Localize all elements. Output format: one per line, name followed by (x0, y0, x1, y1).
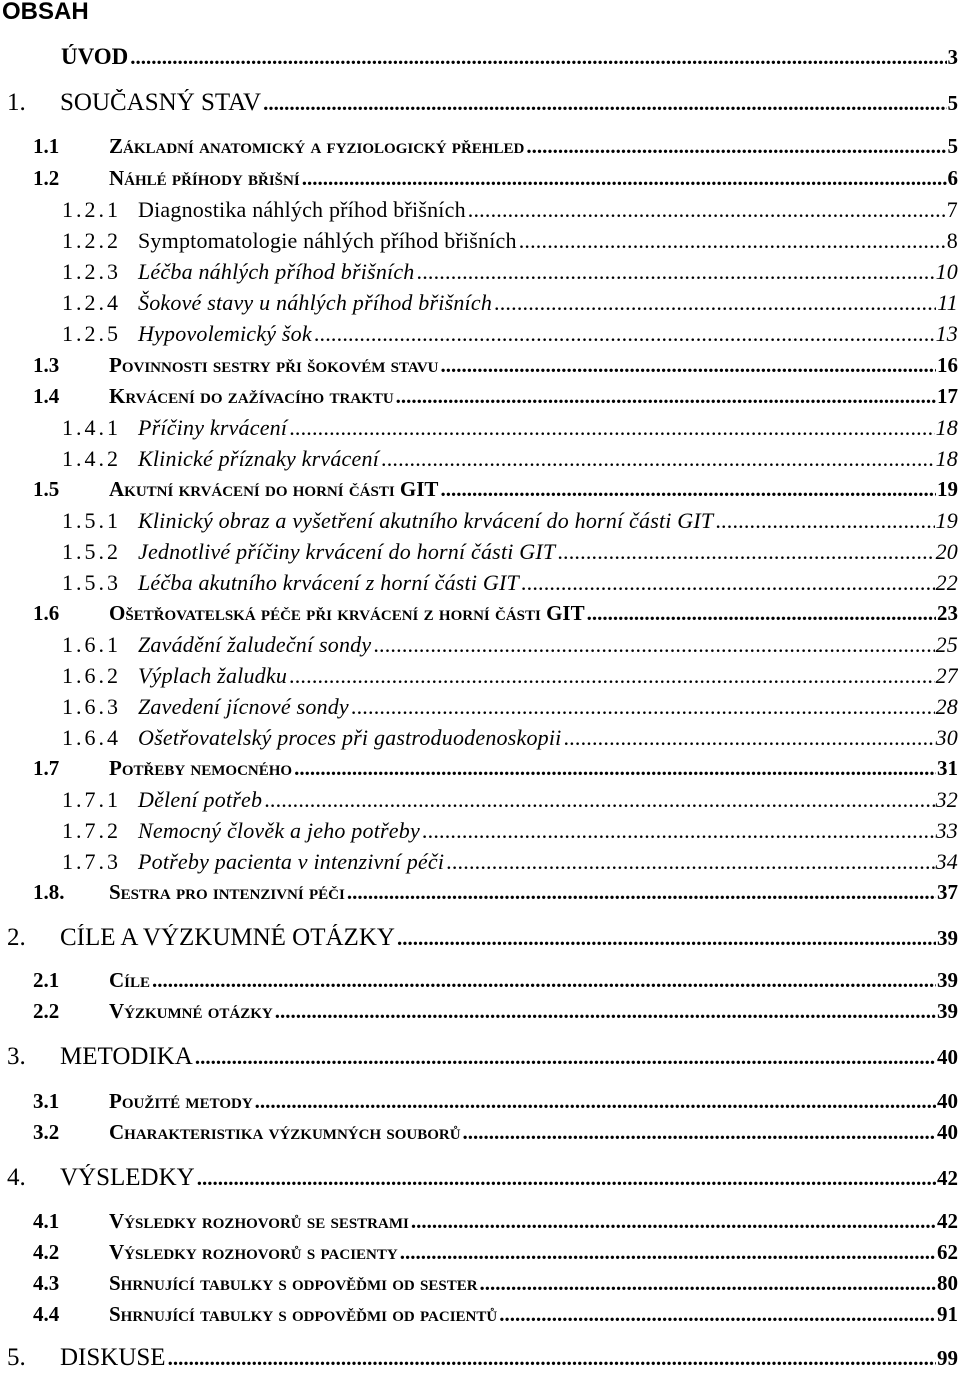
toc-entry-title: Výzkumné otázky (109, 999, 273, 1023)
toc-entry-number: 1.6.4 (62, 725, 121, 750)
toc-entry-number: 1.4 (33, 384, 60, 408)
toc-entry-number: 1.6.2 (62, 663, 121, 688)
toc-entry-title: Shrnující tabulky s odpověďmi od sester (109, 1271, 478, 1295)
toc-entry-chapter[interactable] (0, 1164, 958, 1194)
toc-entry-section[interactable] (0, 1089, 958, 1119)
toc-entry-number: 1.2.5 (62, 321, 121, 346)
toc-entry-number: 1.7.1 (62, 787, 121, 812)
toc-entry-number: 2. (7, 924, 26, 951)
toc-entry-subsection[interactable] (0, 725, 958, 755)
dot-leader (263, 91, 946, 116)
toc-entry-section[interactable] (0, 1209, 958, 1239)
toc-entry-title: Ošetřovatelská péče při krvácení z horní části GIT (109, 601, 585, 625)
toc-entry-section[interactable] (0, 756, 958, 786)
dot-leader (195, 1045, 936, 1070)
toc-entry-page: 34 (935, 849, 958, 874)
toc-entry-number: 1.6 (33, 601, 60, 625)
dot-leader (446, 849, 934, 875)
toc-entry-number: 5. (7, 1344, 26, 1371)
dot-leader (302, 166, 947, 191)
toc-entry-page: 40 (937, 1089, 958, 1113)
toc-entry-number: 1.4.2 (62, 446, 121, 471)
dot-leader (563, 725, 934, 751)
toc-entry-section[interactable] (0, 601, 958, 631)
toc-entry-number: 1.7.2 (62, 818, 121, 843)
toc-entry-title: Sestra pro intenzivní péči (109, 880, 345, 904)
toc-entry-title: Výsledky rozhovorů se sestrami (109, 1209, 409, 1233)
toc-entry-subsection[interactable] (0, 415, 958, 445)
toc-entry-page: 18 (935, 446, 958, 471)
dot-leader (289, 415, 934, 441)
toc-entry-title: Výplach žaludku (138, 663, 288, 688)
toc-entry-page: 7 (946, 197, 958, 222)
toc-entry-number: 1.2 (33, 166, 60, 190)
toc-entry-title: Jednotlivé příčiny krvácení do horní části GIT (138, 539, 556, 564)
toc-entry-title: Hypovolemický šok (138, 321, 312, 346)
toc-entry-title: Příčiny krvácení (138, 415, 288, 440)
toc-entry-page: 18 (935, 415, 958, 440)
toc-entry-title: Potřeby pacienta v intenzivní péči (138, 849, 445, 874)
toc-entry-title: Akutní krvácení do horní části GIT (109, 477, 439, 501)
toc-entry-number: 1.2.3 (62, 259, 121, 284)
toc-entry-number: 1.6.3 (62, 694, 121, 719)
dot-leader (168, 1346, 936, 1371)
toc-entry-title: Základní anatomický a fyziologický přehled (109, 134, 525, 158)
toc-entry-subsection[interactable] (0, 321, 958, 351)
toc-entry-page: 17 (937, 384, 958, 408)
toc-entry-section[interactable] (0, 880, 958, 910)
toc-entry-page: 42 (937, 1166, 958, 1190)
toc-entry-page: 39 (937, 926, 958, 950)
toc-entry-number: 4.4 (33, 1302, 60, 1326)
toc-entry-page: 22 (935, 570, 958, 595)
toc-entry-title: Ošetřovatelský proces při gastroduodenoskopii (138, 725, 562, 750)
toc-entry-section[interactable] (0, 166, 958, 196)
toc-entry-page: 32 (935, 787, 958, 812)
dot-leader (480, 1271, 936, 1296)
toc-entry-subsection[interactable] (0, 446, 958, 476)
toc-entry-page: 19 (937, 477, 958, 501)
toc-entry-title: Povinnosti sestry při šokovém stavu (109, 353, 439, 377)
toc-entry-title: Léčba akutního krvácení z horní části GIT (138, 570, 519, 595)
toc-entry-section[interactable] (0, 1302, 958, 1332)
toc-entry-title: Symptomatologie náhlých příhod břišních (138, 228, 517, 253)
toc-entry-section[interactable] (0, 353, 958, 383)
toc-entry-page: 91 (937, 1302, 958, 1326)
dot-leader (715, 508, 934, 534)
toc-entry-page: 10 (935, 259, 958, 284)
toc-entry-section[interactable] (0, 999, 958, 1029)
toc-entry-number: 3.1 (33, 1089, 60, 1113)
toc-entry-number: 2.2 (33, 999, 60, 1023)
toc-entry-page: 5 (947, 91, 958, 115)
toc-entry-number: 4.2 (33, 1240, 60, 1264)
dot-leader (519, 228, 946, 254)
toc-entry-number: 1.6.1 (62, 632, 121, 657)
toc-entry-intro[interactable] (0, 44, 958, 74)
toc-entry-page: 25 (935, 632, 958, 657)
toc-entry-subsection[interactable] (0, 787, 958, 817)
toc-entry-number: 1.4.1 (62, 415, 121, 440)
toc-entry-page: 11 (937, 290, 958, 315)
toc-entry-section[interactable] (0, 134, 958, 164)
toc-entry-page: 42 (937, 1209, 958, 1233)
toc-entry-page: 8 (946, 228, 958, 253)
toc-entry-page: 20 (935, 539, 958, 564)
toc-entry-page: 39 (937, 999, 958, 1023)
toc-entry-title: DISKUSE (60, 1344, 166, 1371)
toc-entry-page: 37 (937, 880, 958, 904)
toc-entry-page: 39 (937, 968, 958, 992)
toc-entry-number: 1. (7, 89, 26, 116)
toc-entry-number: 1.5.1 (62, 508, 121, 533)
toc-entry-chapter[interactable] (0, 924, 958, 954)
dot-leader (463, 1120, 936, 1145)
toc-entry-page: 62 (937, 1240, 958, 1264)
toc-entry-section[interactable] (0, 1271, 958, 1301)
toc-entry-subsection[interactable] (0, 228, 958, 258)
toc-entry-page: 30 (935, 725, 958, 750)
dot-leader (396, 384, 936, 409)
toc-entry-title: Dělení potřeb (138, 787, 263, 812)
toc-entry-subsection[interactable] (0, 197, 958, 227)
toc-entry-number: 2.1 (33, 968, 60, 992)
dot-leader (289, 663, 935, 689)
toc-entry-subsection[interactable] (0, 290, 958, 320)
toc-heading: OBSAH (2, 0, 89, 25)
toc-entry-page: 16 (937, 353, 958, 377)
dot-leader (521, 570, 935, 596)
dot-leader (347, 880, 936, 905)
toc-entry-section[interactable] (0, 1240, 958, 1270)
toc-entry-number: 1.8. (33, 880, 65, 904)
toc-entry-page: 6 (947, 166, 958, 190)
toc-entry-page: 5 (947, 134, 958, 158)
toc-entry-page: 19 (935, 508, 958, 533)
toc-entry-title: Náhlé příhody břišní (109, 166, 300, 190)
toc-entry-title: SOUČASNÝ STAV (60, 89, 262, 116)
toc-entry-subsection[interactable] (0, 539, 958, 569)
toc-entry-title: Shrnující tabulky s odpověďmi od pacientů (109, 1302, 498, 1326)
dot-leader (499, 1302, 936, 1327)
toc-entry-section[interactable] (0, 477, 958, 507)
dot-leader (494, 290, 936, 316)
toc-entry-title: Klinické příznaky krvácení (138, 446, 380, 471)
toc-entry-title: Zavedení jícnové sondy (138, 694, 349, 719)
dot-leader (255, 1089, 936, 1114)
toc-entry-page: 13 (935, 321, 958, 346)
dot-leader (422, 818, 935, 844)
dot-leader (411, 1209, 936, 1234)
toc-entry-section[interactable] (0, 968, 958, 998)
dot-leader (381, 446, 935, 472)
toc-entry-number: 1.2.1 (62, 197, 121, 222)
toc-entry-title: Výsledky rozhovorů s pacienty (109, 1240, 398, 1264)
dot-leader (440, 477, 936, 502)
toc-entry-page: 23 (937, 601, 958, 625)
toc-entry-chapter[interactable] (0, 89, 958, 119)
toc-entry-number: 1.7 (33, 756, 60, 780)
toc-entry-page: 27 (935, 663, 958, 688)
dot-leader (440, 353, 936, 378)
toc-entry-number: 3. (7, 1043, 26, 1070)
toc-entry-page: 33 (935, 818, 958, 843)
toc-entry-page: 31 (937, 756, 958, 780)
toc-entry-title: VÝSLEDKY (60, 1164, 195, 1191)
toc-entry-page: 28 (935, 694, 958, 719)
toc-entry-section[interactable] (0, 384, 958, 414)
toc-entry-number: 1.7.3 (62, 849, 121, 874)
toc-entry-number: 1.5.3 (62, 570, 121, 595)
toc-entry-title: Nemocný člověk a jeho potřeby (138, 818, 420, 843)
toc-entry-title: Charakteristika výzkumných souborů (109, 1120, 461, 1144)
toc-entry-subsection[interactable] (0, 570, 958, 600)
dot-leader (152, 968, 936, 993)
toc-entry-number: 1.2.4 (62, 290, 121, 315)
toc-entry-title: Použité metody (109, 1089, 253, 1113)
toc-entry-number: 1.5.2 (62, 539, 121, 564)
toc-entry-page: 40 (937, 1120, 958, 1144)
toc-entry-page: 99 (937, 1346, 958, 1370)
dot-leader (314, 321, 935, 347)
toc-entry-title: Klinický obraz a vyšetření akutního krvácení do horní části GIT (138, 508, 714, 533)
toc-entry-page: 40 (937, 1045, 958, 1069)
dot-leader (397, 926, 936, 951)
toc-entry-page: 3 (947, 45, 958, 69)
toc-entry-number: 4. (7, 1164, 26, 1191)
toc-entry-number: 1.5 (33, 477, 60, 501)
toc-entry-chapter[interactable] (0, 1043, 958, 1073)
toc-entry-subsection[interactable] (0, 694, 958, 724)
dot-leader (468, 197, 946, 223)
toc-entry-number: 1.3 (33, 353, 60, 377)
toc-entry-title: Cíle (109, 968, 151, 992)
toc-entry-title: Krvácení do zažívacího traktu (109, 384, 394, 408)
toc-entry-subsection[interactable] (0, 259, 958, 289)
toc-entry-title: ÚVOD (61, 44, 129, 69)
toc-entry-number: 1.2.2 (62, 228, 121, 253)
toc-entry-subsection[interactable] (0, 818, 958, 848)
toc-entry-title: CÍLE A VÝZKUMNÉ OTÁZKY (60, 924, 395, 951)
dot-leader (294, 756, 936, 781)
toc-entry-subsection[interactable] (0, 508, 958, 538)
toc-entry-title: METODIKA (60, 1043, 193, 1070)
dot-leader (417, 259, 935, 285)
toc-entry-chapter[interactable] (0, 1344, 958, 1374)
dot-leader (557, 539, 934, 565)
toc-entry-title: Zavádění žaludeční sondy (138, 632, 372, 657)
toc-entry-subsection[interactable] (0, 632, 958, 662)
dot-leader (400, 1240, 936, 1265)
toc-entry-title: Léčba náhlých příhod břišních (138, 259, 415, 284)
toc-entry-title: Diagnostika náhlých příhod břišních (138, 197, 466, 222)
dot-leader (130, 45, 946, 70)
dot-leader (587, 601, 936, 626)
toc-entry-title: Šokové stavy u náhlých příhod břišních (138, 290, 493, 315)
dot-leader (275, 999, 936, 1024)
toc-entry-subsection[interactable] (0, 849, 958, 879)
dot-leader (197, 1166, 936, 1191)
dot-leader (373, 632, 934, 658)
dot-leader (526, 134, 946, 159)
toc-entry-number: 4.3 (33, 1271, 60, 1295)
toc-entry-subsection[interactable] (0, 663, 958, 693)
toc-entry-number: 1.1 (33, 134, 60, 158)
dot-leader (351, 694, 935, 720)
dot-leader (264, 787, 934, 813)
toc-entry-number: 3.2 (33, 1120, 60, 1144)
toc-entry-page: 80 (937, 1271, 958, 1295)
toc-entry-section[interactable] (0, 1120, 958, 1150)
toc-entry-title: Potřeby nemocného (109, 756, 293, 780)
toc-entry-number: 4.1 (33, 1209, 60, 1233)
